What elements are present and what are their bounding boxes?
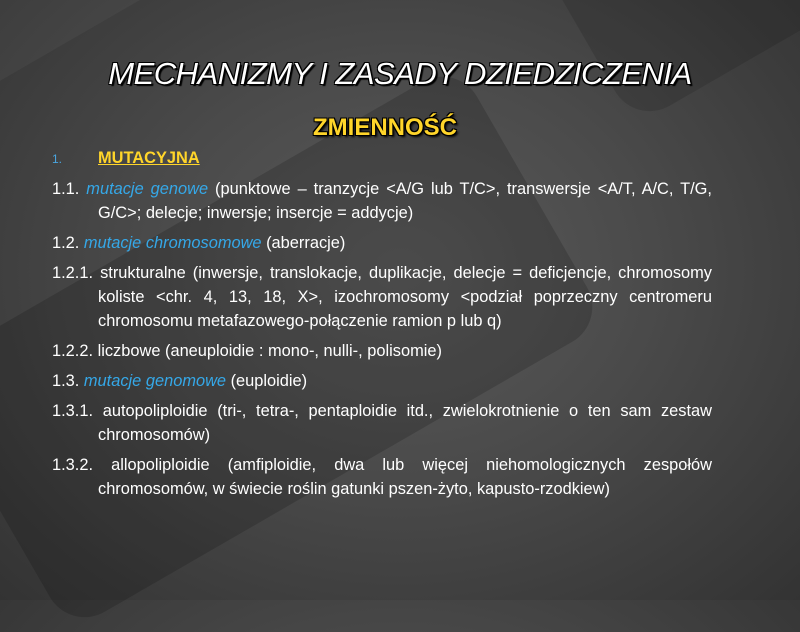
item-highlight: mutacje genowe	[86, 180, 209, 198]
item-text: (euploidie)	[226, 372, 308, 390]
item-number: 1.2.	[52, 234, 80, 252]
list-item-1-2-1	[52, 261, 712, 333]
item-number: 1.1.	[52, 180, 80, 198]
list-item-1-2-2	[52, 339, 712, 363]
item-number: 1.3.2.	[52, 456, 94, 474]
section-heading	[52, 146, 712, 171]
item-highlight: mutacje genomowe	[83, 372, 227, 390]
slide-content	[52, 146, 712, 507]
section-label: MUTACYJNA	[98, 149, 200, 167]
item-text: strukturalne (inwersje, translokacje, duplikacje, delecje = deficjencje, chromosomy koliste <chr. 4, 13, 18, X>, izochromosomy <podział poprzeczny centromeru chromosomu metafazowego-połączenie ramion p lub q)	[98, 264, 712, 330]
item-text: liczbowe (aneuploidie : mono-, nulli-, polisomie)	[97, 342, 442, 360]
item-text: (aberracje)	[261, 234, 346, 252]
list-item-1-3-2	[52, 453, 712, 501]
item-text: allopoliploidie (amfiploidie, dwa lub więcej niehomologicznych zespołów chromosomów, w świecie roślin gatunki pszen-żyto, kapusto-rzodkiew)	[98, 456, 712, 498]
item-number: 1.3.1.	[52, 402, 94, 420]
item-number: 1.2.1.	[52, 264, 94, 282]
list-item-1-2	[52, 231, 712, 255]
slide-subtitle: ZMIENNOŚĆ	[313, 114, 457, 141]
slide-title: MECHANIZMY I ZASADY DZIEDZICZENIA	[108, 56, 692, 91]
item-text: (punktowe – tranzycje <A/G lub T/C>, transwersje <A/T, A/C, T/G, G/C>; delecje; inwersje; insercje = addycje)	[98, 180, 712, 222]
item-highlight: mutacje chromosomowe	[83, 234, 262, 252]
item-number: 1.3.	[52, 372, 80, 390]
item-number: 1.2.2.	[52, 342, 94, 360]
list-item-1-3	[52, 369, 712, 393]
list-item-1-3-1	[52, 399, 712, 447]
item-text: autopoliploidie (tri-, tetra-, pentaploidie itd., zwielokrotnienie o ten sam zestaw chromosomów)	[98, 402, 712, 444]
section-number: 1.	[52, 152, 63, 166]
list-item-1-1	[52, 177, 712, 225]
